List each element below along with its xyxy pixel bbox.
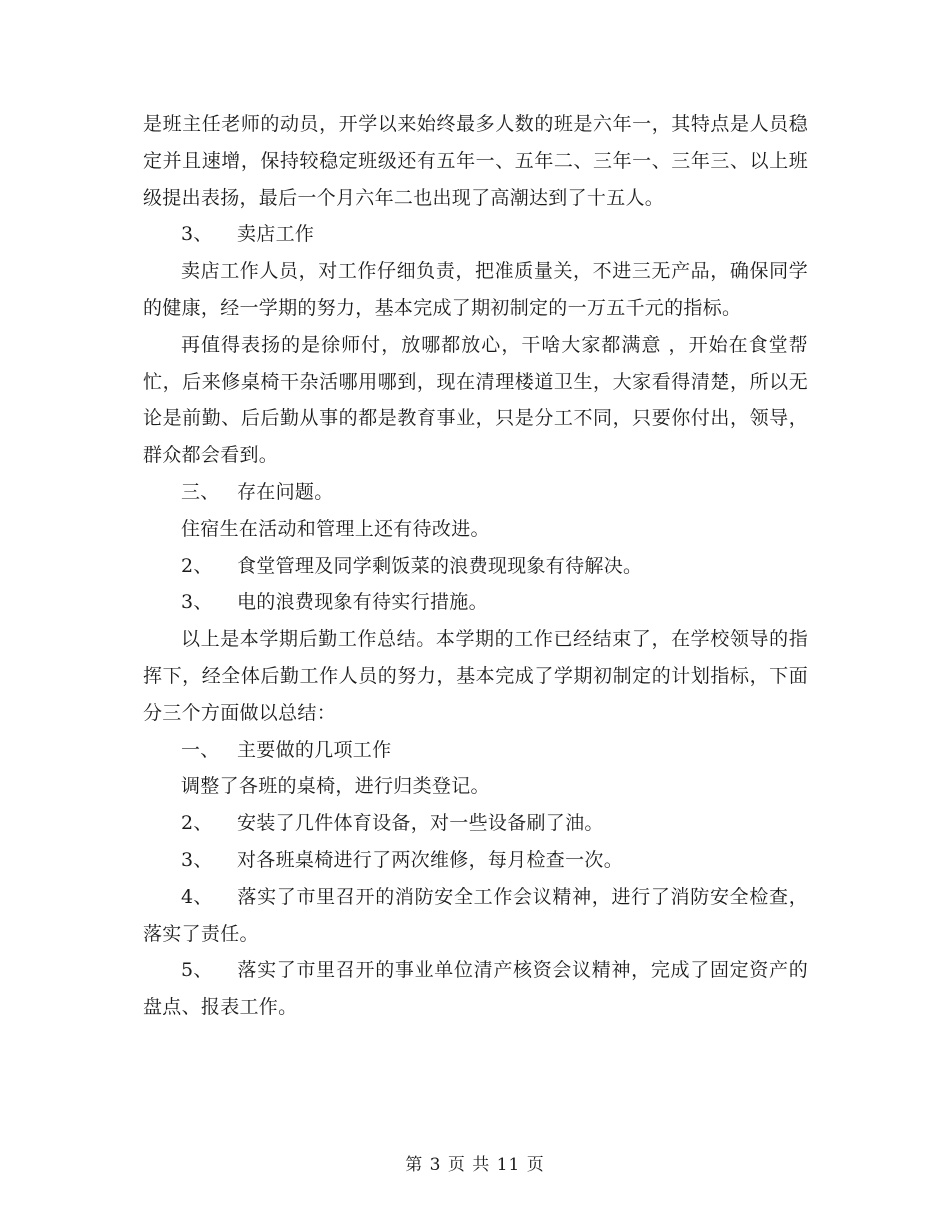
section-title: 存在问题。 xyxy=(237,480,334,503)
list-item xyxy=(143,879,808,953)
paragraph: 再值得表扬的是徐师付，放哪都放心，干啥大家都满意 ，开始在食堂帮忙，后来修桌椅干杂活哪用哪到，现在清理楼道卫生，大家看得清楚，所以无论是前勤、后后勤从事的都是教育事业，只是分工不同，只要你付出，领导，群众都会看到。 xyxy=(143,333,808,467)
list-text: 落实了市里召开的事业单位清产核资会议精神，完成了固定资产的盘点、报表工作。 xyxy=(143,959,808,1019)
list-item xyxy=(143,548,808,585)
paragraph: 是班主任老师的动员，开学以来始终最多人数的班是六年一，其特点是人员稳定并且速增，保持较稳定班级还有五年一、五年二、三年一、三年三、以上班级提出表扬，最后一个月六年二也出现了高潮达到了十五人。 xyxy=(143,113,808,209)
section-title: 主要做的几项工作 xyxy=(237,738,392,761)
paragraph: 以上是本学期后勤工作总结。本学期的工作已经结束了，在学校领导的指挥下，经全体后勤工作人员的努力，基本完成了学期初制定的计划指标，下面分三个方面做以总结： xyxy=(143,628,808,724)
paragraph: 住宿生在活动和管理上还有待改进。 xyxy=(181,517,490,540)
document-body xyxy=(143,106,808,1026)
list-text: 安装了几件体育设备，对一些设备刷了油。 xyxy=(237,812,604,835)
list-text: 食堂管理及同学剩饭菜的浪费现现象有待解决。 xyxy=(237,554,643,577)
section-heading xyxy=(143,474,808,511)
list-number: 4、 xyxy=(181,885,213,908)
list-text: 电的浪费现象有待实行措施。 xyxy=(237,591,488,614)
section-heading xyxy=(143,732,808,769)
list-item xyxy=(143,216,808,253)
page-footer: 第 3 页 共 11 页 xyxy=(405,1155,545,1175)
list-item xyxy=(143,952,808,1026)
list-number: 2、 xyxy=(181,812,213,835)
list-item xyxy=(143,842,808,879)
section-number: 一、 xyxy=(181,738,220,761)
section-number: 三、 xyxy=(181,480,220,503)
list-text: 卖店工作 xyxy=(237,223,315,246)
list-number: 2、 xyxy=(181,554,213,577)
paragraph: 调整了各班的桌椅，进行归类登记。 xyxy=(181,775,490,798)
list-text: 落实了市里召开的消防安全工作会议精神，进行了消防安全检查，落实了责任。 xyxy=(143,885,808,945)
list-item xyxy=(143,805,808,842)
list-text: 对各班桌椅进行了两次维修，每月检查一次。 xyxy=(237,848,624,871)
list-number: 3、 xyxy=(181,848,213,871)
list-number: 3、 xyxy=(181,223,213,246)
list-item xyxy=(143,584,808,621)
paragraph: 卖店工作人员，对工作仔细负责，把准质量关，不进三无产品，确保同学的健康，经一学期的努力，基本完成了期初制定的一万五千元的指标。 xyxy=(143,260,808,319)
list-number: 5、 xyxy=(181,959,213,982)
list-number: 3、 xyxy=(181,591,213,614)
